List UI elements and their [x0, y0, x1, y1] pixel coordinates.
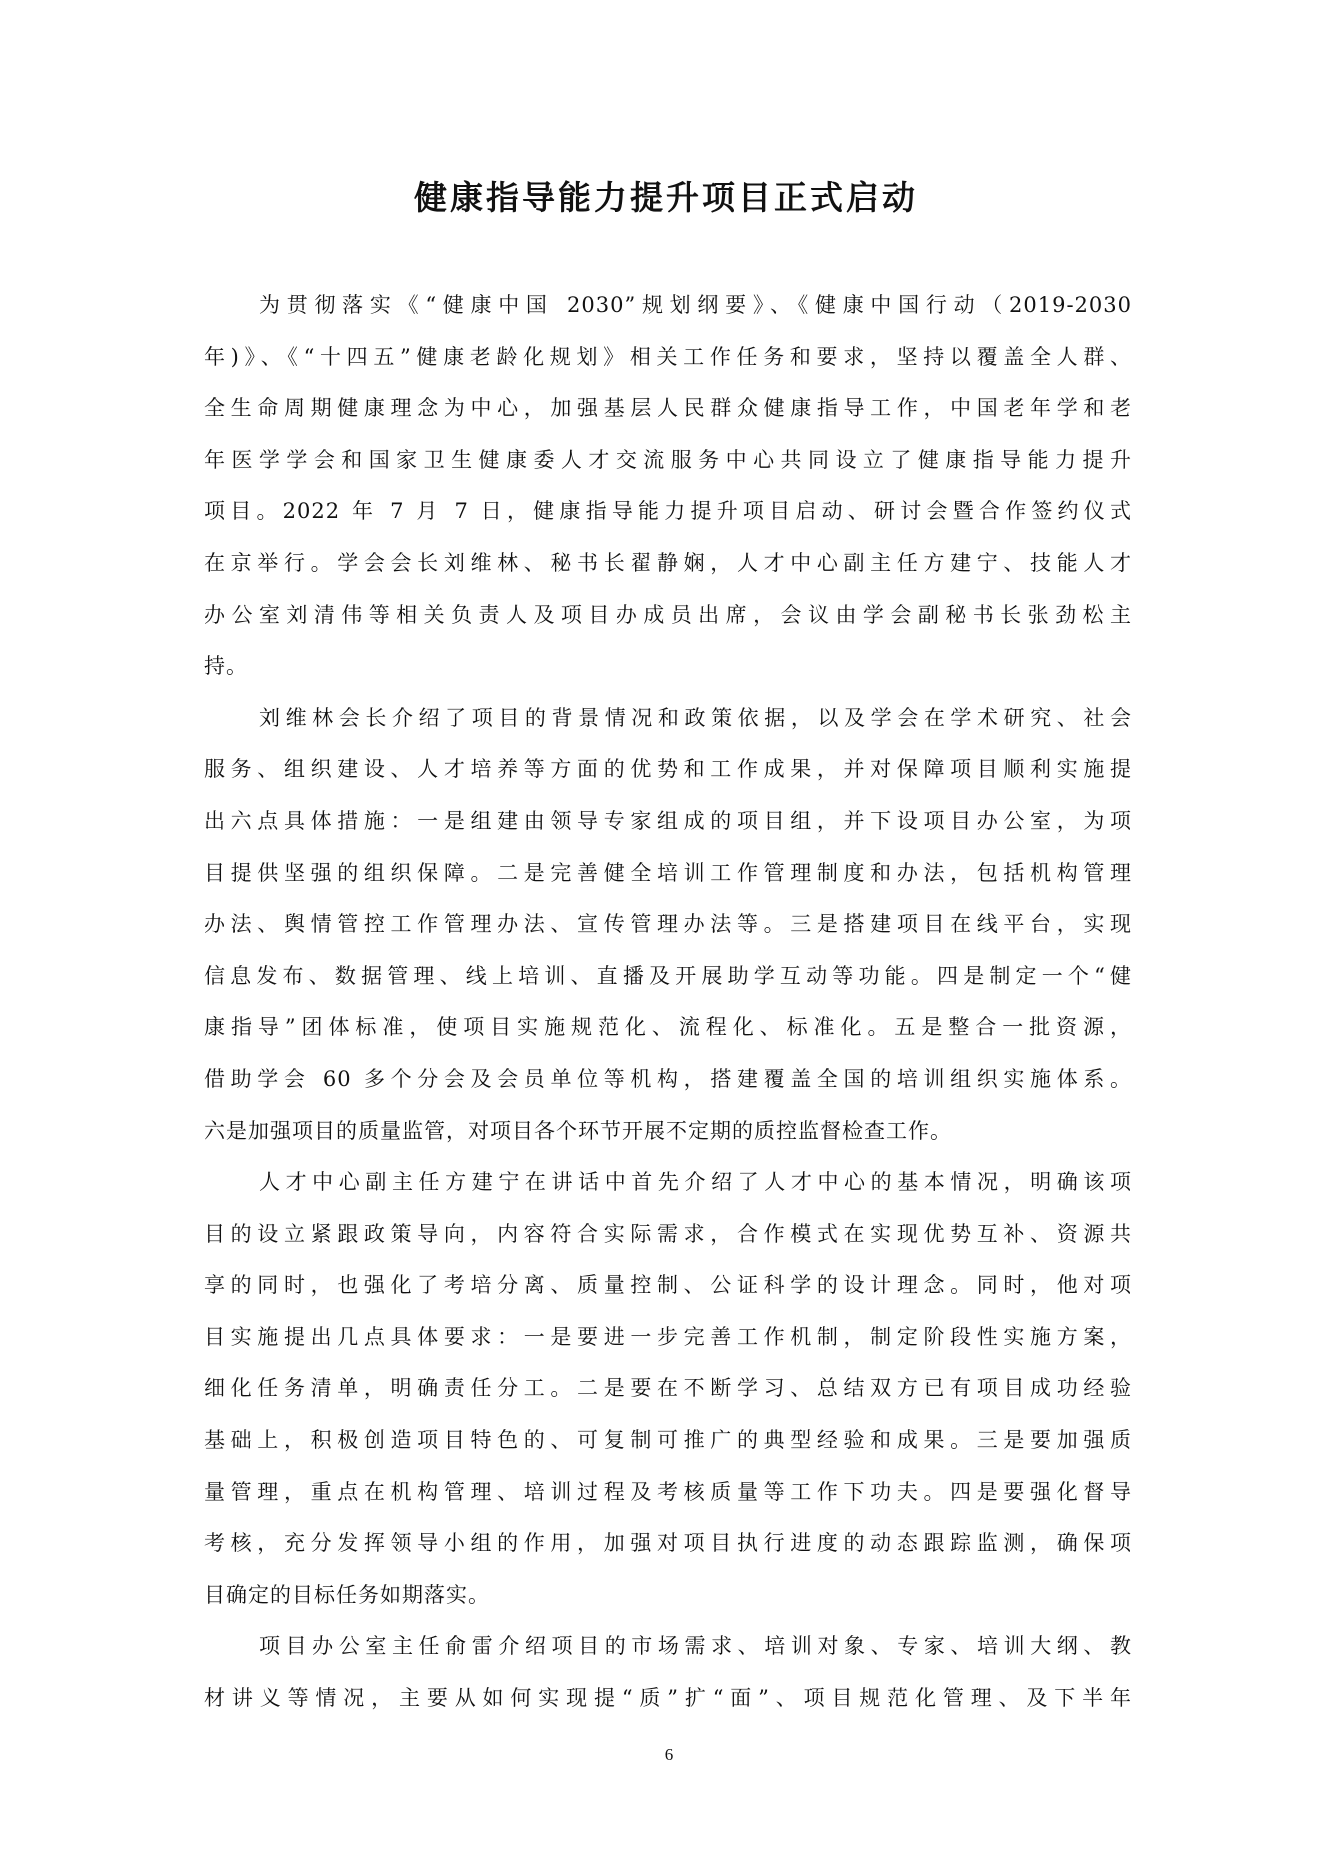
text-line: 目提供坚强的组织保障。二是完善健全培训工作管理制度和办法，包括机构管理 [204, 860, 1132, 885]
text-line: 信息发布、数据管理、线上培训、直播及开展助学互动等功能。四是制定一个“健 [204, 963, 1132, 988]
document-title: 健康指导能力提升项目正式启动 [414, 178, 918, 217]
text-line: 六是加强项目的质量监管，对项目各个环节开展不定期的质控监督检查工作。 [204, 1118, 952, 1143]
text-line: 刘维林会长介绍了项目的背景情况和政策依据，以及学会在学术研究、社会 [259, 705, 1132, 730]
text-line: 目实施提出几点具体要求：一是要进一步完善工作机制，制定阶段性实施方案， [204, 1324, 1132, 1349]
text-line: 目确定的目标任务如期落实。 [204, 1582, 490, 1607]
text-line: 全生命周期健康理念为中心，加强基层人民群众健康指导工作，中国老年学和老 [204, 396, 1132, 421]
text-line: 材讲义等情况，主要从如何实现提“质”扩“面”、项目规范化管理、及下半年 [204, 1686, 1132, 1711]
text-line: 康指导”团体标准，使项目实施规范化、流程化、标准化。五是整合一批资源， [204, 1015, 1132, 1040]
text-line: 考核，充分发挥领导小组的作用，加强对项目执行进度的动态跟踪监测，确保项 [204, 1531, 1132, 1556]
text-line: 项目。2022 年 7 月 7 日，健康指导能力提升项目启动、研讨会暨合作签约仪式 [204, 499, 1132, 524]
paragraph [204, 280, 1132, 693]
text-line: 目的设立紧跟政策导向，内容符合实际需求，合作模式在实现优势互补、资源共 [204, 1221, 1132, 1246]
paragraph [204, 693, 1132, 1157]
text-line: 服务、组织建设、人才培养等方面的优势和工作成果，并对保障项目顺利实施提 [204, 757, 1132, 782]
text-line: 持。 [204, 654, 248, 679]
text-line: 借助学会 60 多个分会及会员单位等机构，搭建覆盖全国的培训组织实施体系。 [204, 1066, 1132, 1091]
paragraph [204, 1157, 1132, 1621]
text-line: 享的同时，也强化了考培分离、质量控制、公证科学的设计理念。同时，他对项 [204, 1273, 1132, 1298]
text-line: 为贯彻落实《“健康中国 2030”规划纲要》、《健康中国行动（2019-2030 [259, 293, 1132, 317]
text-line: 量管理，重点在机构管理、培训过程及考核质量等工作下功夫。四是要强化督导 [204, 1479, 1132, 1504]
document-body [204, 280, 1132, 1725]
page-number: 6 [664, 1745, 674, 1764]
text-line: 人才中心副主任方建宁在讲话中首先介绍了人才中心的基本情况，明确该项 [259, 1170, 1132, 1195]
text-line: 出六点具体措施：一是组建由领导专家组成的项目组，并下设项目办公室，为项 [204, 808, 1132, 833]
text-line: 年)》、《“十四五”健康老龄化规划》相关工作任务和要求，坚持以覆盖全人群、 [204, 344, 1132, 369]
text-line: 基础上，积极创造项目特色的、可复制可推广的典型经验和成果。三是要加强质 [204, 1428, 1132, 1453]
text-line: 年医学学会和国家卫生健康委人才交流服务中心共同设立了健康指导能力提升 [204, 447, 1132, 472]
text-line: 在京举行。学会会长刘维林、秘书长翟静娴，人才中心副主任方建宁、技能人才 [204, 550, 1132, 575]
text-line: 办公室刘清伟等相关负责人及项目办成员出席，会议由学会副秘书长张劲松主 [204, 602, 1132, 627]
paragraph [204, 1621, 1132, 1724]
text-line: 项目办公室主任俞雷介绍项目的市场需求、培训对象、专家、培训大纲、教 [259, 1634, 1132, 1659]
text-line: 细化任务清单，明确责任分工。二是要在不断学习、总结双方已有项目成功经验 [204, 1376, 1132, 1401]
text-line: 办法、舆情管控工作管理办法、宣传管理办法等。三是搭建项目在线平台，实现 [204, 912, 1132, 937]
